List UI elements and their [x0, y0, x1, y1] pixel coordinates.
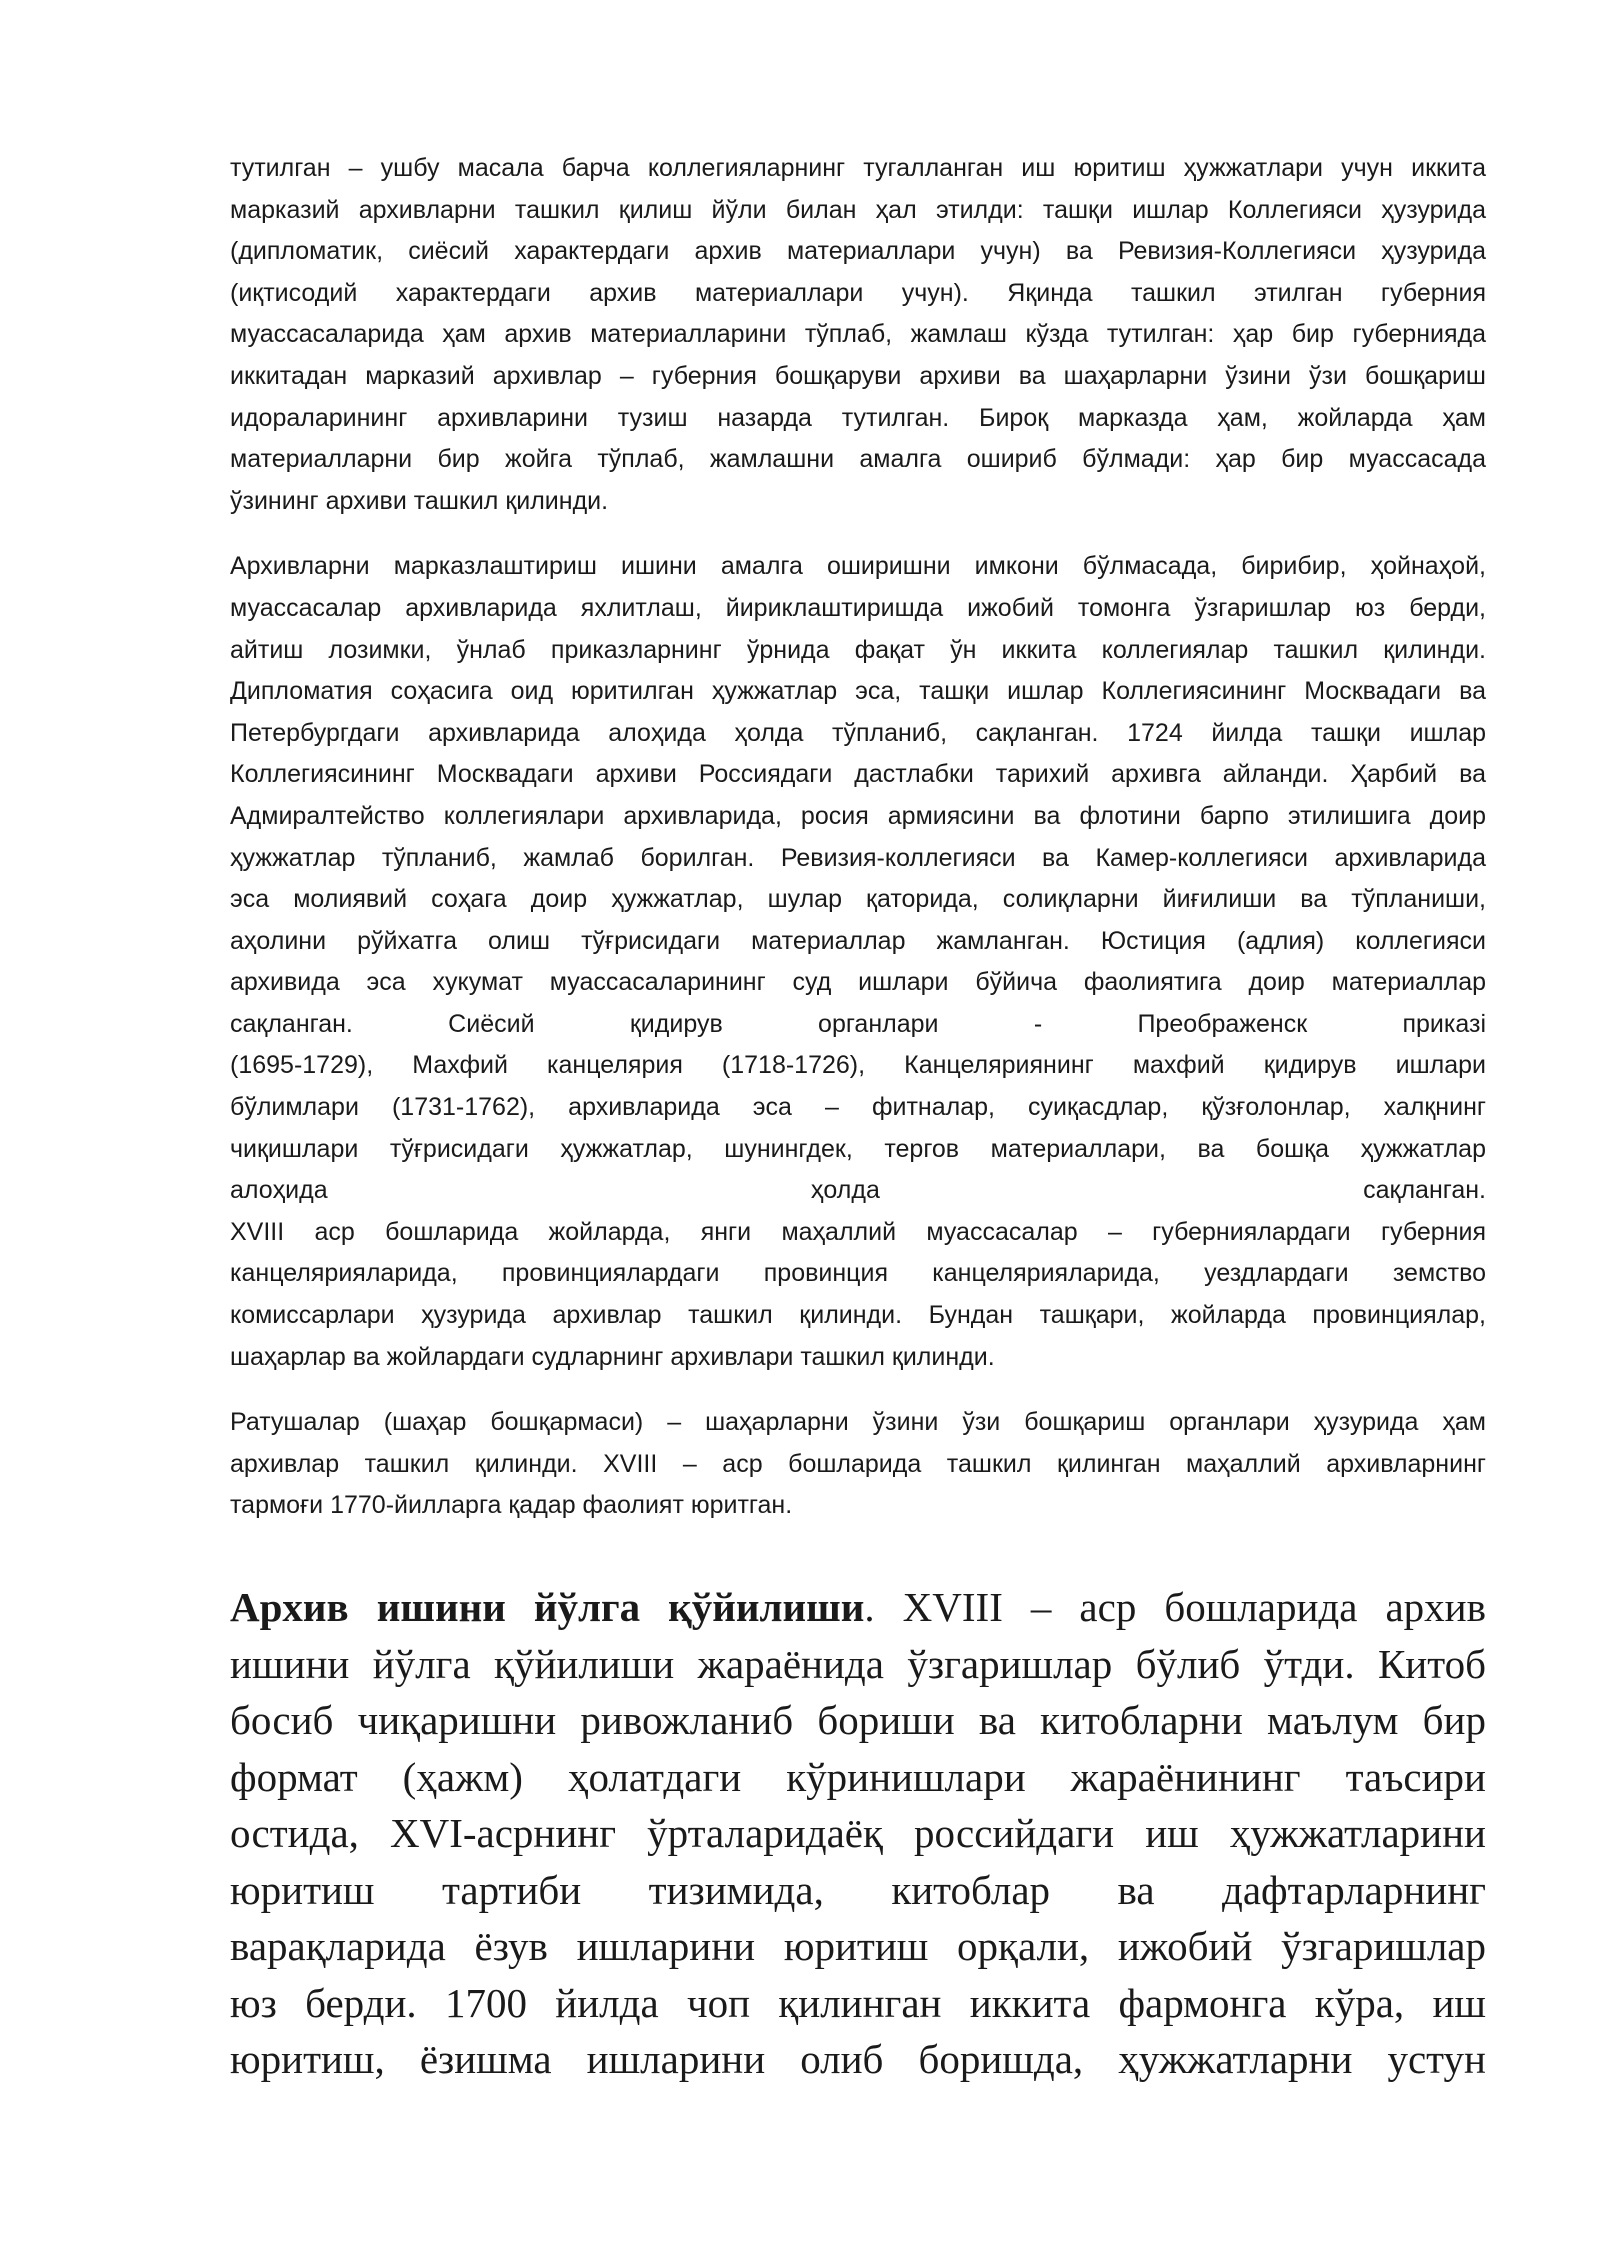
text-line: Петербургдаги архивларида алоҳида ҳолда тўпланиб, сақланган. 1724 йилда ташқи ишлар — [230, 718, 1486, 747]
text-line: тармоғи 1770-йилларга қадар фаолият юритган. — [230, 1491, 793, 1520]
text-line: формат (ҳажм) ҳолатдаги кўринишлари жараёнининг таъсири — [230, 1753, 1486, 1800]
text-line: марказий архивларни ташкил қилиш йўли билан ҳал этилди: ташқи ишлар Коллегияси ҳузурида — [230, 195, 1486, 224]
text-line: юз берди. 1700 йилда чоп қилинган иккита фармонга кўра, иш — [230, 1979, 1486, 2026]
paragraph-1 — [230, 148, 1486, 522]
text-line: Дипломатия соҳасига оид юритилган ҳужжатлар эса, ташқи ишлар Коллегиясининг Москвадаги ва — [230, 677, 1486, 706]
text-line: юритиш, ёзишма ишларини олиб боришда, ҳужжатларни устун — [230, 2036, 1486, 2082]
text-line: архивлар ташкил қилинди. XVIII – аср бошларида ташкил қилинган маҳаллий архивларнинг — [230, 1449, 1486, 1478]
text-line: сақланган. Сиёсий қидирув органлари - Преображенск приказі — [230, 1009, 1486, 1038]
text-line: бўлимлари (1731-1762), архивларида эса – фитналар, суиқасдлар, қўзғолонлар, халқнинг — [230, 1093, 1486, 1122]
paragraph-2 — [230, 546, 1486, 1378]
text-line: Ратушалар (шаҳар бошқармаси) – шаҳарларни ўзини ўзи бошқариш органлари ҳузурида ҳам — [230, 1408, 1486, 1437]
text-line: айтиш лозимки, ўнлаб приказларнинг ўрнида фақат ўн иккита коллегиялар ташкил қилинди. — [230, 635, 1486, 664]
text-line: ҳужжатлар тўпланиб, жамлаб борилган. Ревизия-коллегияси ва Камер-коллегияси архивларида — [230, 843, 1486, 872]
section-heading: Архив ишини йўлга қўйилиши — [230, 1584, 865, 1630]
text-line: остида, XVI-асрнинг ўрталаридаёқ российдаги иш ҳужжатларини — [230, 1810, 1486, 1856]
text-line: муассасаларида ҳам архив материалларини тўплаб, жамлаш кўзда тутилган: ҳар бир губернияда — [230, 320, 1486, 349]
text-line: Коллегиясининг Москвадаги архиви Россиядаги дастлабки тарихий архивга айланди. Ҳарбий ва — [230, 760, 1486, 789]
text-line: (1695-1729), Махфий канцелярия (1718-1726), Канцеляриянинг махфий қидирув ишлари — [230, 1051, 1486, 1080]
text-line: ўзининг архиви ташкил қилинди. — [230, 486, 609, 515]
text-line: архивида эса хукумат муассасаларининг суд ишлари бўйича фаолиятига доир материаллар — [230, 968, 1486, 997]
text-line: Адмиралтейство коллегиялари архивларида, росия армиясини ва флотини барпо этилишига доир — [230, 801, 1486, 830]
text-line: комиссарлари ҳузурида архивлар ташкил қилинди. Бундан ташқари, жойларда провинциялар, — [230, 1301, 1486, 1330]
text-line: иккитадан марказий архивлар – губерния бошқаруви архиви ва шаҳарларни ўзини ўзи бошқариш — [230, 361, 1486, 390]
paragraph-3 — [230, 1402, 1486, 1527]
text-line: (иқтисодий характердаги архив материаллари учун). Яқинда ташкил этилган губерния — [230, 278, 1486, 307]
text-line: босиб чиқаришни ривожланиб бориши ва китобларни маълум бир — [230, 1697, 1486, 1743]
text-line: шаҳарлар ва жойлардаги судларнинг архивлари ташкил қилинди. — [230, 1342, 995, 1371]
text-line: алоҳида ҳолда сақланган. — [230, 1176, 1486, 1205]
document-body — [230, 148, 1486, 2088]
text-line: аҳолини рўйхатга олиш тўғрисидаги материаллар жамланган. Юстиция (адлия) коллегияси — [230, 926, 1486, 955]
text-line: юритиш тартиби тизимида, китоблар ва дафтарларнинг — [230, 1866, 1486, 1913]
text-line: эса молиявий соҳага доир ҳужжатлар, шулар қаторида, солиқларни йиғилиши ва тўпланиши, — [230, 885, 1486, 914]
text-line: тутилган – ушбу масала барча коллегияларнинг тугалланган иш юритиш ҳужжатлари учун иккита — [230, 154, 1486, 182]
text-line: (дипломатик, сиёсий характердаги архив материаллари учун) ва Ревизия-Коллегияси ҳузурида — [230, 237, 1486, 266]
text-line: муассасалар архивларида яхлитлаш, йириклаштиришда ижобий томонга ўзгаришлар юз берди, — [230, 593, 1486, 622]
text-line: канцелярияларида, провинциялардаги провинция канцелярияларида, уездлардаги земство — [230, 1259, 1486, 1288]
text-line: чиқишлари тўғрисидаги ҳужжатлар, шунингдек, тергов материаллари, ва бошқа ҳужжатлар — [230, 1134, 1486, 1163]
text-line: Архивларни марказлаштириш ишини амалга оширишни имкони бўлмасада, бирибир, ҳойнаҳой, — [230, 552, 1486, 581]
text-line: XVIII аср бошларида жойларда, янги маҳаллий муассасалар – губерниялардаги губерния — [230, 1217, 1486, 1246]
text-line: варақларида ёзув ишларини юритиш орқали, ижобий ўзгаришлар — [230, 1923, 1486, 1969]
heading-continuation: . XVIII – аср бошларида архив — [864, 1584, 1486, 1630]
text-line: идораларининг архивларини тузиш назарда тутилган. Бироқ марказда ҳам, жойларда ҳам — [230, 403, 1486, 432]
text-line — [230, 1579, 1486, 1636]
text-line: ишини йўлга қўйилиши жараёнида ўзгаришлар бўлиб ўтди. Китоб — [230, 1640, 1486, 1687]
text-line: материалларни бир жойга тўплаб, жамлашни амалга ошириб бўлмади: ҳар бир муассасада — [230, 445, 1486, 474]
paragraph-4 — [230, 1579, 1486, 2088]
